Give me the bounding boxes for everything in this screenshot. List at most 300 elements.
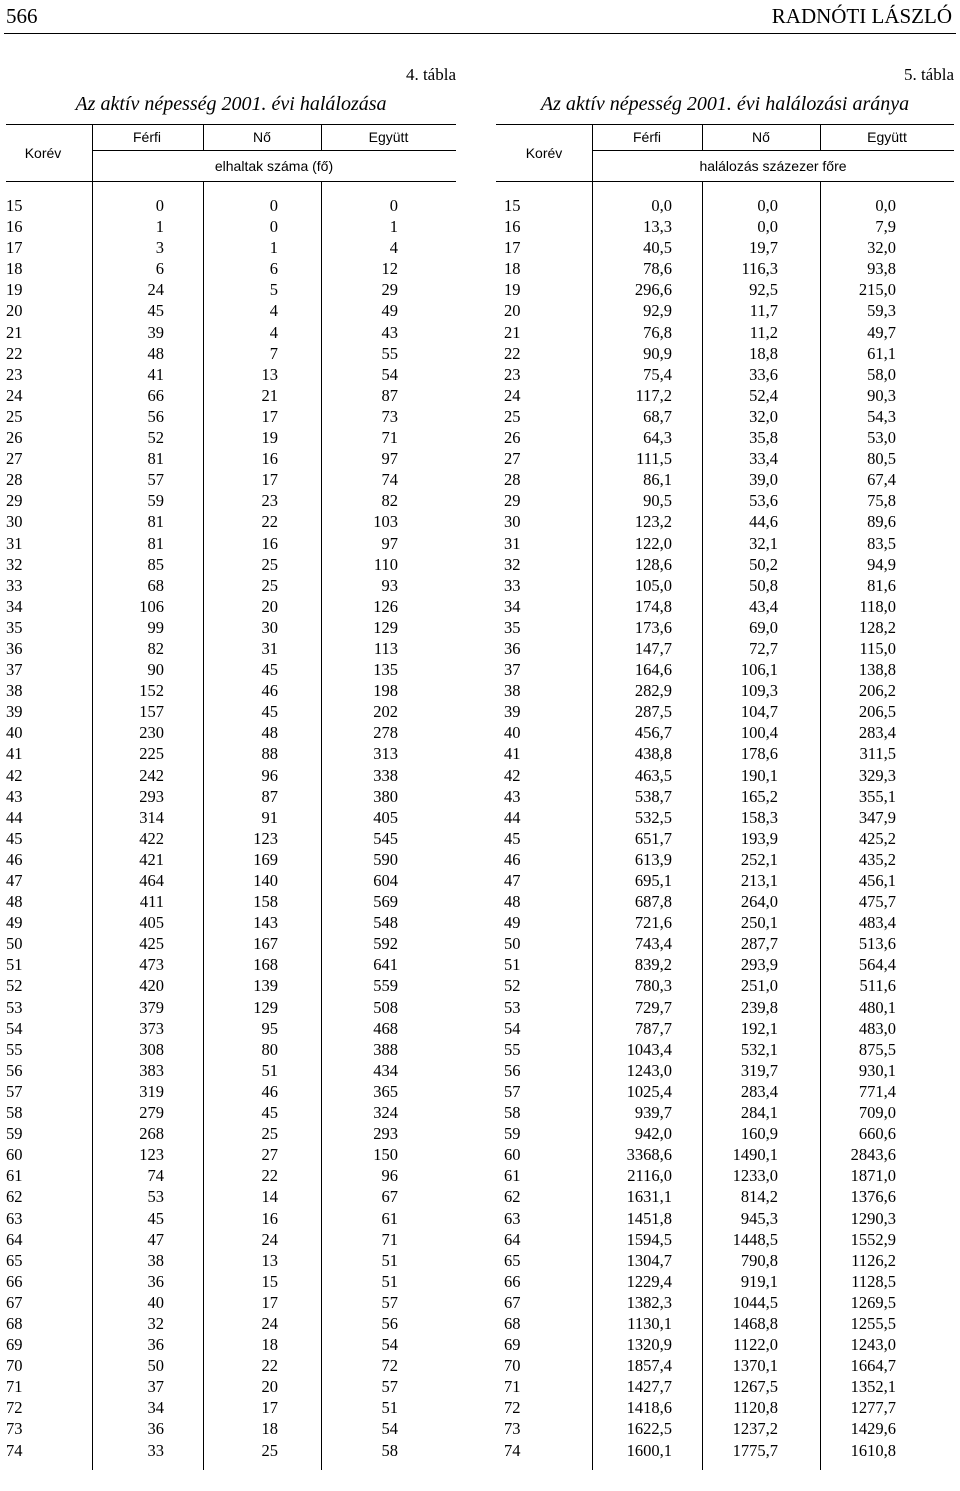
- row-male: 942,0: [634, 1124, 672, 1144]
- row-age: 25: [6, 406, 23, 426]
- row-female: 50,2: [749, 554, 778, 574]
- row-age: 52: [6, 976, 23, 996]
- table-5: [496, 64, 954, 1470]
- row-female: 6: [269, 259, 278, 279]
- row-age: 16: [6, 217, 23, 237]
- row-total: 67,4: [867, 470, 896, 490]
- row-age: 55: [504, 1039, 521, 1059]
- row-age: 37: [6, 660, 23, 680]
- row-total: 206,2: [858, 681, 896, 701]
- row-total: 930,1: [858, 1060, 896, 1080]
- row-total: 113: [373, 638, 398, 658]
- row-male: 1229,4: [626, 1271, 672, 1291]
- row-female: 167: [253, 934, 278, 954]
- row-total: 56: [381, 1313, 398, 1333]
- row-age: 34: [504, 596, 521, 616]
- row-male: 1243,0: [626, 1060, 672, 1080]
- row-female: 69,0: [749, 617, 778, 637]
- row-age: 43: [504, 786, 521, 806]
- row-male: 40: [147, 1292, 164, 1312]
- table-row: [496, 322, 954, 343]
- table-row: [6, 891, 456, 912]
- row-total: 338: [373, 765, 398, 785]
- row-total: 1128,5: [851, 1271, 896, 1291]
- row-total: 548: [373, 913, 398, 933]
- row-male: 152: [139, 681, 164, 701]
- row-age: 64: [6, 1229, 23, 1249]
- header-male: Férfi: [133, 129, 161, 145]
- header-male: Férfi: [633, 129, 661, 145]
- row-female: 52,4: [749, 385, 778, 405]
- row-age: 35: [504, 617, 521, 637]
- row-age: 37: [504, 660, 521, 680]
- table-row: [6, 385, 456, 406]
- row-total: 198: [373, 681, 398, 701]
- row-age: 71: [6, 1377, 23, 1397]
- row-female: 32,0: [749, 406, 778, 426]
- row-female: 96: [261, 765, 278, 785]
- row-age: 74: [6, 1440, 23, 1460]
- row-total: 206,5: [858, 702, 896, 722]
- row-female: 814,2: [740, 1187, 778, 1207]
- row-male: 473: [139, 955, 164, 975]
- row-female: 17: [261, 406, 278, 426]
- row-total: 1243,0: [850, 1335, 896, 1355]
- table-row: [6, 617, 456, 638]
- row-age: 67: [6, 1292, 23, 1312]
- table-row: [6, 807, 456, 828]
- row-male: 1: [155, 217, 164, 237]
- row-female: 123: [253, 828, 278, 848]
- row-total: 293: [373, 1124, 398, 1144]
- table-row: [6, 680, 456, 701]
- table-row: [6, 279, 456, 300]
- table-row: [496, 511, 954, 532]
- row-female: 30: [261, 617, 278, 637]
- row-female: 50,8: [749, 575, 778, 595]
- header-total: Együtt: [368, 129, 409, 145]
- row-male: 6: [155, 259, 164, 279]
- row-age: 23: [6, 364, 23, 384]
- table-row: [6, 406, 456, 427]
- row-total: 83,5: [867, 533, 896, 553]
- row-age: 65: [6, 1250, 23, 1270]
- row-age: 16: [504, 217, 521, 237]
- table-row: [496, 300, 954, 321]
- row-female: 264,0: [740, 892, 778, 912]
- row-total: 313: [373, 744, 398, 764]
- table-row: [496, 997, 954, 1018]
- row-male: 111,5: [636, 449, 672, 469]
- row-age: 49: [504, 913, 521, 933]
- row-female: 1468,8: [732, 1313, 778, 1333]
- row-age: 45: [504, 828, 521, 848]
- row-total: 590: [373, 849, 398, 869]
- row-total: 61,1: [867, 343, 896, 363]
- row-total: 71: [381, 428, 398, 448]
- table-header: [6, 124, 456, 182]
- row-male: 13,3: [643, 217, 672, 237]
- table-4: [6, 64, 456, 1470]
- row-male: 117,2: [635, 385, 672, 405]
- row-female: 139: [253, 976, 278, 996]
- table-row: [496, 680, 954, 701]
- row-age: 62: [504, 1187, 521, 1207]
- row-female: 104,7: [740, 702, 778, 722]
- row-female: 24: [261, 1313, 278, 1333]
- row-male: 147,7: [634, 638, 672, 658]
- row-male: 839,2: [634, 955, 672, 975]
- table-row: [6, 1081, 456, 1102]
- row-male: 57: [147, 470, 164, 490]
- row-female: 20: [261, 596, 278, 616]
- row-age: 28: [6, 470, 23, 490]
- row-male: 787,7: [634, 1018, 672, 1038]
- row-male: 39: [147, 322, 164, 342]
- row-total: 480,1: [858, 997, 896, 1017]
- row-age: 20: [6, 301, 23, 321]
- row-age: 61: [504, 1166, 521, 1186]
- row-age: 54: [504, 1018, 521, 1038]
- row-age: 63: [6, 1208, 23, 1228]
- row-female: 19: [261, 428, 278, 448]
- row-female: 18: [261, 1419, 278, 1439]
- row-male: 687,8: [634, 892, 672, 912]
- table-row: [6, 343, 456, 364]
- row-female: 11,7: [749, 301, 778, 321]
- row-female: 143: [253, 913, 278, 933]
- row-total: 53,0: [867, 428, 896, 448]
- row-age: 73: [6, 1419, 23, 1439]
- row-age: 27: [6, 449, 23, 469]
- row-total: 97: [381, 533, 398, 553]
- table-row: [496, 638, 954, 659]
- row-total: 54: [381, 364, 398, 384]
- row-female: 106,1: [740, 660, 778, 680]
- row-age: 58: [504, 1103, 521, 1123]
- row-male: 1320,9: [626, 1335, 672, 1355]
- row-age: 17: [504, 238, 521, 258]
- row-female: 168: [253, 955, 278, 975]
- row-female: 45: [261, 1103, 278, 1123]
- table-row: [496, 765, 954, 786]
- row-male: 422: [139, 828, 164, 848]
- row-male: 225: [139, 744, 164, 764]
- row-age: 15: [504, 196, 521, 215]
- table-row: [496, 870, 954, 891]
- row-age: 63: [504, 1208, 521, 1228]
- row-age: 31: [504, 533, 521, 553]
- table-row: [496, 1060, 954, 1081]
- table-row: [496, 258, 954, 279]
- table-row: [6, 1418, 456, 1439]
- row-male: 45: [147, 1208, 164, 1228]
- row-female: 72,7: [749, 638, 778, 658]
- row-total: 58,0: [867, 364, 896, 384]
- row-male: 780,3: [634, 976, 672, 996]
- row-total: 93: [381, 575, 398, 595]
- table-row: [496, 1250, 954, 1271]
- row-age: 24: [6, 385, 23, 405]
- row-female: 18,8: [749, 343, 778, 363]
- row-male: 939,7: [634, 1103, 672, 1123]
- row-male: 123: [139, 1145, 164, 1165]
- row-female: 250,1: [740, 913, 778, 933]
- row-male: 1043,4: [626, 1039, 672, 1059]
- row-total: 1552,9: [850, 1229, 896, 1249]
- header-rule: [4, 33, 956, 34]
- row-female: 252,1: [740, 849, 778, 869]
- row-total: 513,6: [858, 934, 896, 954]
- row-total: 135: [373, 660, 398, 680]
- table-row: [6, 258, 456, 279]
- table-number: 4. tábla: [405, 65, 456, 84]
- row-female: 116,3: [741, 259, 778, 279]
- row-female: 5: [269, 280, 278, 300]
- table-row: [496, 343, 954, 364]
- row-male: 383: [139, 1060, 164, 1080]
- row-male: 405: [139, 913, 164, 933]
- row-age: 23: [504, 364, 521, 384]
- table-row: [6, 912, 456, 933]
- table-row: [496, 575, 954, 596]
- row-male: 128,6: [634, 554, 672, 574]
- row-female: 22: [261, 1356, 278, 1376]
- row-female: 1267,5: [732, 1377, 778, 1397]
- row-male: 721,6: [634, 913, 672, 933]
- row-male: 41: [147, 364, 164, 384]
- row-female: 178,6: [740, 744, 778, 764]
- table-row: [496, 1165, 954, 1186]
- header-age: Korév: [525, 145, 563, 161]
- row-male: 296,6: [634, 280, 672, 300]
- row-total: 103: [373, 512, 398, 532]
- row-age: 47: [6, 871, 23, 890]
- row-male: 36: [147, 1335, 164, 1355]
- row-total: 709,0: [858, 1103, 896, 1123]
- row-female: 46: [261, 1081, 278, 1101]
- row-female: 46: [261, 681, 278, 701]
- row-male: 47: [147, 1229, 164, 1249]
- row-total: 29: [381, 280, 398, 300]
- table-row: [6, 533, 456, 554]
- row-total: 283,4: [858, 723, 896, 743]
- table-row: [496, 975, 954, 996]
- row-age: 50: [504, 934, 521, 954]
- row-male: 0: [155, 196, 164, 215]
- row-total: 93,8: [867, 259, 896, 279]
- row-age: 72: [504, 1398, 521, 1418]
- row-age: 68: [6, 1313, 23, 1333]
- row-age: 44: [504, 807, 521, 827]
- row-male: 3368,6: [626, 1145, 672, 1165]
- row-total: 641: [373, 955, 398, 975]
- row-female: 24: [261, 1229, 278, 1249]
- row-total: 54: [381, 1335, 398, 1355]
- row-female: 165,2: [740, 786, 778, 806]
- table-row: [496, 807, 954, 828]
- row-female: 251,0: [740, 976, 778, 996]
- row-total: 58: [381, 1440, 398, 1460]
- row-female: 23: [261, 491, 278, 511]
- row-female: 0: [269, 217, 278, 237]
- row-age: 52: [504, 976, 521, 996]
- header-total: Együtt: [867, 129, 907, 145]
- row-female: 283,4: [740, 1081, 778, 1101]
- table-row: [6, 786, 456, 807]
- row-age: 41: [6, 744, 23, 764]
- row-male: 2116,0: [627, 1166, 672, 1186]
- row-age: 40: [6, 723, 23, 743]
- table-row: [496, 891, 954, 912]
- row-total: 59,3: [867, 301, 896, 321]
- row-age: 55: [6, 1039, 23, 1059]
- table-row: [6, 511, 456, 532]
- row-total: 2843,6: [850, 1145, 896, 1165]
- row-total: 51: [381, 1250, 398, 1270]
- row-total: 1: [389, 217, 398, 237]
- row-total: 82: [381, 491, 398, 511]
- table-row: [496, 1208, 954, 1229]
- table-body: [496, 182, 954, 1470]
- row-age: 42: [6, 765, 23, 785]
- row-age: 19: [6, 280, 23, 300]
- row-male: 1025,4: [626, 1081, 672, 1101]
- table-row: [6, 216, 456, 237]
- row-male: 90,5: [643, 491, 672, 511]
- table-row: [6, 195, 456, 216]
- row-male: 651,7: [634, 828, 672, 848]
- row-female: 319,7: [740, 1060, 778, 1080]
- row-female: 48: [261, 723, 278, 743]
- row-female: 100,4: [740, 723, 778, 743]
- row-total: 128,2: [858, 617, 896, 637]
- row-total: 49: [381, 301, 398, 321]
- row-male: 314: [139, 807, 164, 827]
- row-total: 55: [381, 343, 398, 363]
- row-male: 81: [147, 449, 164, 469]
- table-row: [496, 1418, 954, 1439]
- row-total: 71: [381, 1229, 398, 1249]
- row-total: 1269,5: [850, 1292, 896, 1312]
- row-male: 1622,5: [626, 1419, 672, 1439]
- row-age: 60: [6, 1145, 23, 1165]
- row-male: 37: [147, 1377, 164, 1397]
- row-female: 25: [261, 554, 278, 574]
- row-total: 51: [381, 1271, 398, 1291]
- table-row: [496, 1144, 954, 1165]
- row-age: 19: [504, 280, 521, 300]
- row-female: 45: [261, 660, 278, 680]
- row-age: 18: [6, 259, 23, 279]
- row-female: 11,2: [749, 322, 778, 342]
- row-female: 293,9: [740, 955, 778, 975]
- row-male: 282,9: [634, 681, 672, 701]
- row-male: 293: [139, 786, 164, 806]
- row-total: 1126,2: [851, 1250, 896, 1270]
- row-female: 1233,0: [732, 1166, 778, 1186]
- row-female: 33,6: [749, 364, 778, 384]
- row-female: 16: [261, 449, 278, 469]
- row-male: 45: [147, 301, 164, 321]
- row-age: 64: [504, 1229, 521, 1249]
- row-total: 425,2: [858, 828, 896, 848]
- page-number: 566: [6, 4, 38, 28]
- row-total: 604: [373, 871, 398, 890]
- row-total: 43: [381, 322, 398, 342]
- row-total: 592: [373, 934, 398, 954]
- row-age: 50: [6, 934, 23, 954]
- table-row: [6, 1039, 456, 1060]
- row-male: 1304,7: [626, 1250, 672, 1270]
- row-male: 38: [147, 1250, 164, 1270]
- row-total: 564,4: [858, 955, 896, 975]
- table-row: [496, 701, 954, 722]
- row-female: 213,1: [740, 871, 778, 890]
- table-row: [496, 279, 954, 300]
- row-total: 388: [373, 1039, 398, 1059]
- row-female: 32,1: [749, 533, 778, 553]
- row-age: 29: [504, 491, 521, 511]
- table-row: [6, 1208, 456, 1229]
- row-male: 157: [139, 702, 164, 722]
- row-age: 33: [504, 575, 521, 595]
- table-row: [496, 490, 954, 511]
- row-total: 81,6: [867, 575, 896, 595]
- row-total: 434: [373, 1060, 398, 1080]
- table-row: [6, 1292, 456, 1313]
- row-female: 169: [253, 849, 278, 869]
- row-male: 463,5: [634, 765, 672, 785]
- row-age: 39: [6, 702, 23, 722]
- row-female: 192,1: [740, 1018, 778, 1038]
- row-female: 53,6: [749, 491, 778, 511]
- row-age: 57: [6, 1081, 23, 1101]
- table-row: [6, 1440, 456, 1461]
- table-row: [6, 448, 456, 469]
- table-row: [6, 1355, 456, 1376]
- row-age: 18: [504, 259, 521, 279]
- row-total: 96: [381, 1166, 398, 1186]
- row-age: 59: [504, 1124, 521, 1144]
- row-male: 173,6: [634, 617, 672, 637]
- table-row: [496, 427, 954, 448]
- table-row: [496, 406, 954, 427]
- row-total: 90,3: [867, 385, 896, 405]
- table-row: [6, 701, 456, 722]
- row-male: 81: [147, 533, 164, 553]
- row-age: 65: [504, 1250, 521, 1270]
- row-male: 82: [147, 638, 164, 658]
- row-male: 695,1: [634, 871, 672, 890]
- row-male: 1857,4: [626, 1356, 672, 1376]
- row-male: 421: [139, 849, 164, 869]
- row-male: 64,3: [643, 428, 672, 448]
- row-total: 74: [381, 470, 398, 490]
- row-age: 46: [504, 849, 521, 869]
- header-unit: elhaltak száma (fő): [214, 158, 334, 174]
- row-total: 150: [373, 1145, 398, 1165]
- table-row: [6, 1123, 456, 1144]
- row-total: 129: [373, 617, 398, 637]
- header-female: Nő: [253, 129, 271, 145]
- row-female: 51: [261, 1060, 278, 1080]
- row-total: 483,0: [858, 1018, 896, 1038]
- row-male: 242: [139, 765, 164, 785]
- row-female: 1370,1: [732, 1356, 778, 1376]
- table-row: [6, 975, 456, 996]
- row-total: 1610,8: [850, 1440, 896, 1460]
